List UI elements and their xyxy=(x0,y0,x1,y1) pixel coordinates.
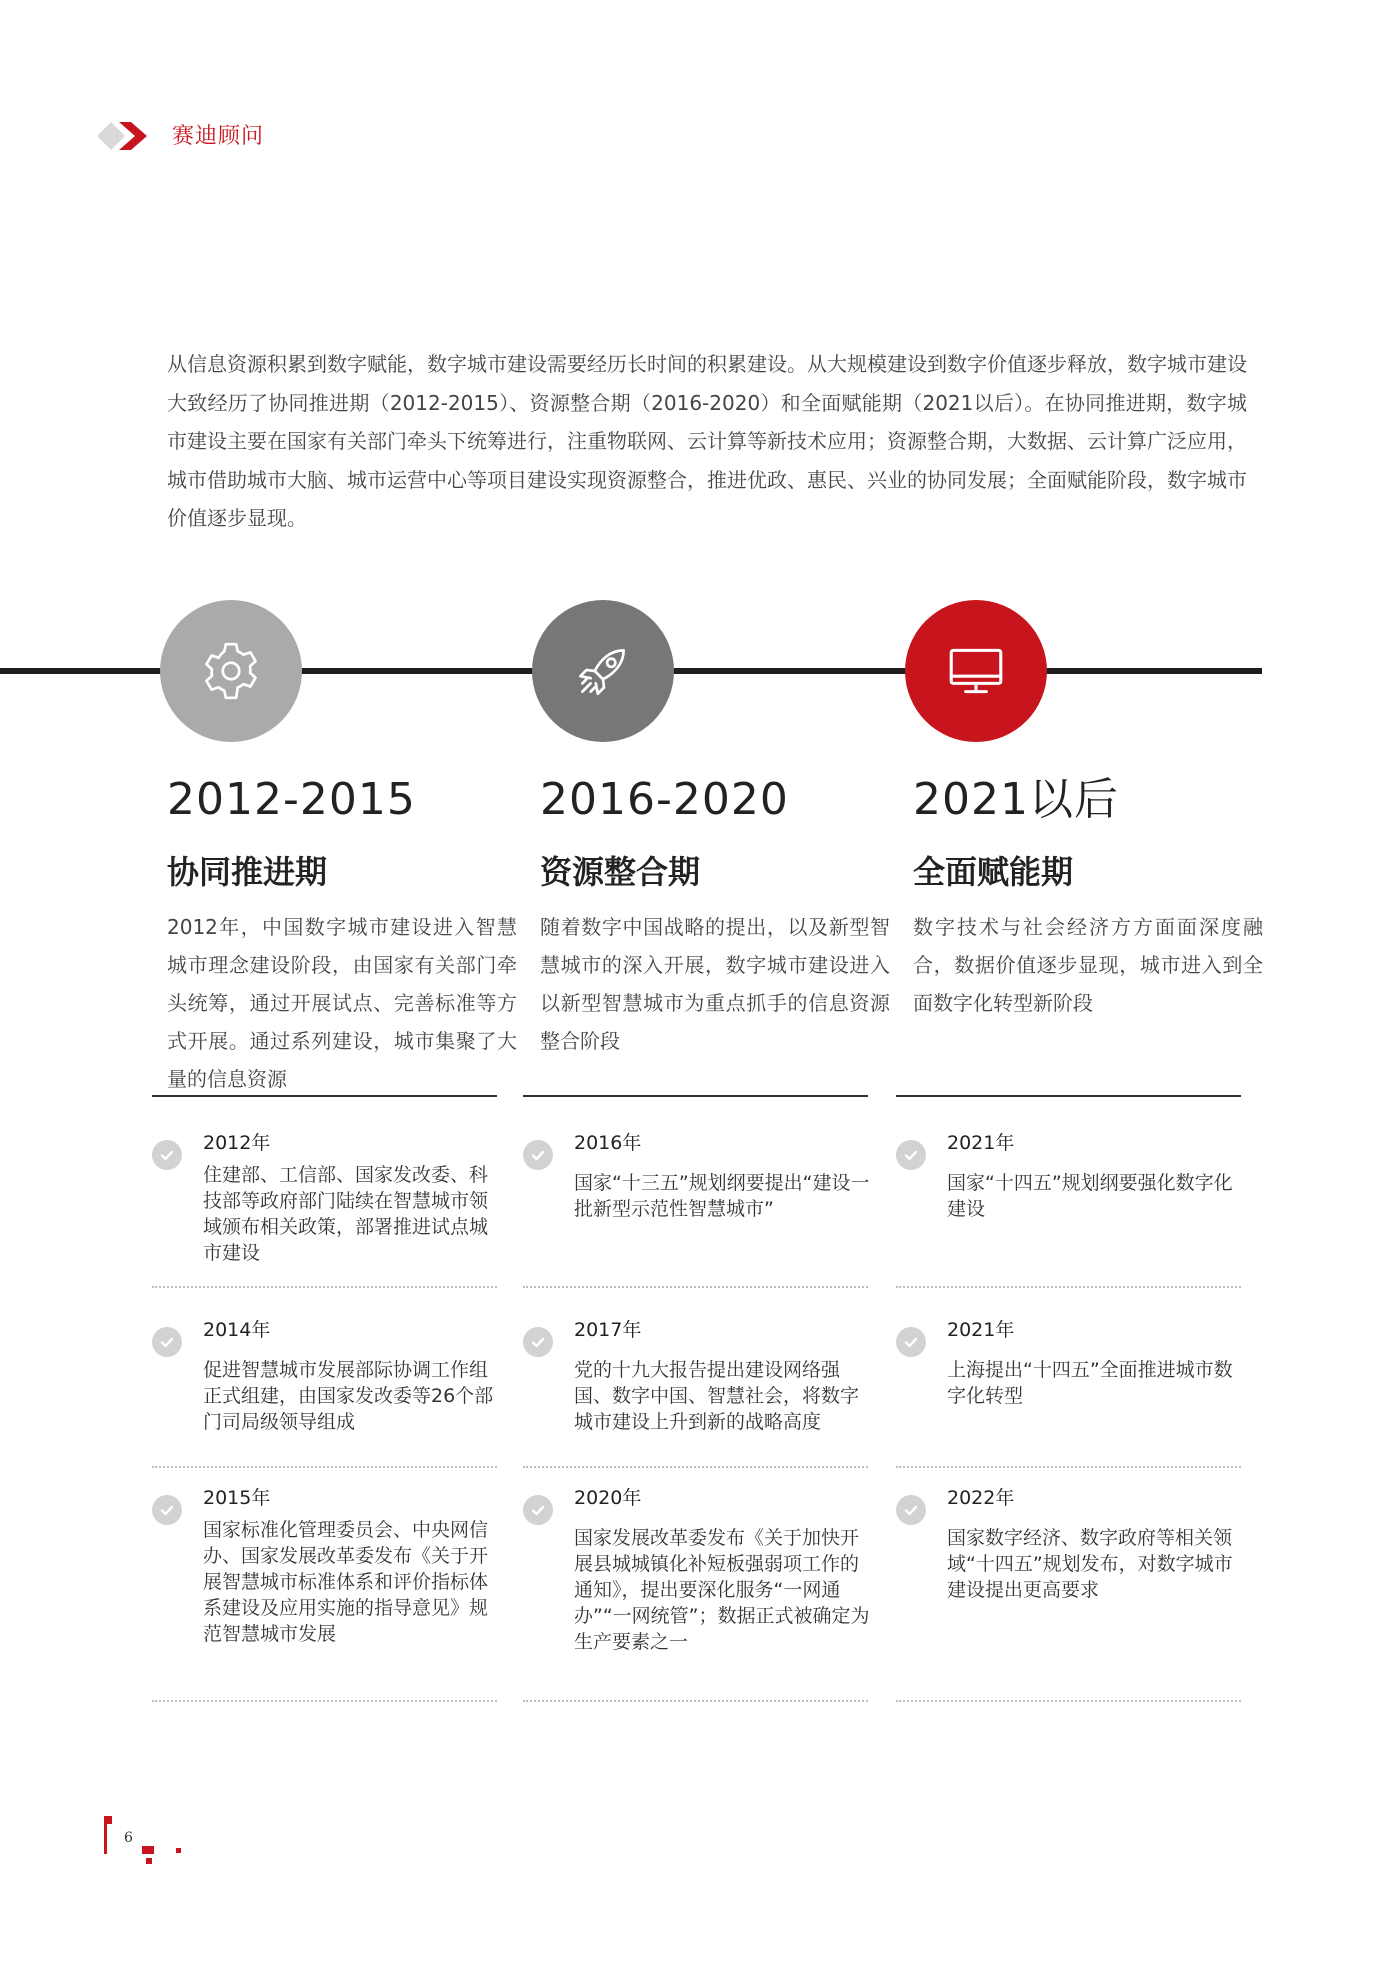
event-year: 2015年 xyxy=(203,1487,271,1509)
monitor-icon xyxy=(943,638,1009,704)
event-year: 2017年 xyxy=(574,1319,642,1341)
check-icon xyxy=(152,1327,182,1357)
check-icon xyxy=(896,1495,926,1525)
event-year: 2016年 xyxy=(574,1132,642,1154)
stage-3-circle xyxy=(905,600,1047,742)
event-divider xyxy=(523,1466,868,1468)
stage-2 xyxy=(540,770,890,1060)
stage-1-separator xyxy=(152,1095,497,1097)
check-icon xyxy=(896,1140,926,1170)
brand-logo-icon xyxy=(95,118,155,154)
check-icon xyxy=(523,1327,553,1357)
event-text: 住建部、工信部、国家发改委、科技部等政府部门陆续在智慧城市领域颁布相关政策，部署推进试点城市建设 xyxy=(203,1164,489,1264)
stage-1-phase: 协同推进期 xyxy=(167,853,328,891)
stage-1-circle xyxy=(160,600,302,742)
event-divider xyxy=(896,1466,1241,1468)
check-icon xyxy=(152,1140,182,1170)
stage-3 xyxy=(913,770,1263,1022)
check-icon xyxy=(896,1327,926,1357)
event-divider xyxy=(523,1700,868,1702)
event-year: 2021年 xyxy=(947,1319,1015,1341)
brand-name: 赛迪顾问 xyxy=(172,124,265,149)
intro-paragraph: 从信息资源积累到数字赋能，数字城市建设需要经历长时间的积累建设。从大规模建设到数字价值逐步释放，数字城市建设大致经历了协同推进期（2012-2015）、资源整合期（2016-2020）和全面赋能期（2021以后）。在协同推进期，数字城市建设主要在国家有关部门牵头下统筹进行，注重物联网、云计算等新技术应用；资源整合期，大数据、云计算广泛应用，城市借助城市大脑、城市运营中心等项目建设实现资源整合，推进优政、惠民、兴业的协同发展；全面赋能阶段，数字城市价值逐步显现。 xyxy=(167,352,1247,530)
page-number: 6 xyxy=(124,1830,133,1846)
rocket-icon xyxy=(570,638,636,704)
stage-1 xyxy=(167,770,517,1098)
stage-2-description: 随着数字中国战略的提出，以及新型智慧城市的深入开展，数字城市建设进入以新型智慧城市为重点抓手的信息资源整合阶段 xyxy=(540,915,890,1053)
check-icon xyxy=(523,1140,553,1170)
check-icon xyxy=(152,1495,182,1525)
stage-3-separator xyxy=(896,1095,1241,1097)
gear-icon xyxy=(198,638,264,704)
event-text: 国家发展改革委发布《关于加快开展县城城镇化补短板强弱项工作的通知》，提出要深化服务“一网通办”“一网统管”；数据正式被确定为生产要素之一 xyxy=(574,1527,870,1653)
event-text: 国家标准化管理委员会、中央网信办、国家发展改革委发布《关于开展智慧城市标准体系和评价指标体系建设及应用实施的指导意见》规范智慧城市发展 xyxy=(203,1519,489,1645)
stage-2-period: 2016-2020 xyxy=(540,774,789,825)
event-divider xyxy=(523,1286,868,1288)
page-decoration-square xyxy=(104,1816,112,1824)
check-icon xyxy=(523,1495,553,1525)
event-text: 促进智慧城市发展部际协调工作组正式组建，由国家发改委等26个部门司局级领导组成 xyxy=(203,1359,494,1433)
stage-2-circle xyxy=(532,600,674,742)
stage-2-phase: 资源整合期 xyxy=(540,853,701,891)
event-year: 2021年 xyxy=(947,1132,1015,1154)
page-decoration-square xyxy=(146,1858,152,1864)
page-decoration-bar xyxy=(104,1824,107,1854)
event-divider xyxy=(152,1466,497,1468)
event-text: 国家“十四五”规划纲要强化数字化建设 xyxy=(947,1172,1233,1220)
event-year: 2022年 xyxy=(947,1487,1015,1509)
event-year: 2012年 xyxy=(203,1132,271,1154)
page-decoration-square xyxy=(176,1848,181,1853)
event-text: 上海提出“十四五”全面推进城市数字化转型 xyxy=(947,1359,1233,1407)
stage-1-period: 2012-2015 xyxy=(167,774,416,825)
stage-3-period: 2021以后 xyxy=(913,774,1119,825)
event-text: 国家数字经济、数字政府等相关领域“十四五”规划发布，对数字城市建设提出更高要求 xyxy=(947,1527,1233,1601)
page-decoration-square xyxy=(142,1846,154,1854)
event-year: 2014年 xyxy=(203,1319,271,1341)
event-divider xyxy=(896,1286,1241,1288)
event-divider xyxy=(896,1700,1241,1702)
event-text: 党的十九大报告提出建设网络强国、数字中国、智慧社会，将数字城市建设上升到新的战略高度 xyxy=(574,1359,860,1433)
stage-3-phase: 全面赋能期 xyxy=(913,853,1074,891)
stage-3-description: 数字技术与社会经济方方面面深度融合，数据价值逐步显现，城市进入到全面数字化转型新阶段 xyxy=(913,915,1263,1015)
event-divider xyxy=(152,1286,497,1288)
event-text: 国家“十三五”规划纲要提出“建设一批新型示范性智慧城市” xyxy=(574,1172,870,1220)
event-divider xyxy=(152,1700,497,1702)
stage-1-description: 2012年，中国数字城市建设进入智慧城市理念建设阶段，由国家有关部门牵头统筹，通过开展试点、完善标准等方式开展。通过系列建设，城市集聚了大量的信息资源 xyxy=(167,915,517,1091)
event-year: 2020年 xyxy=(574,1487,642,1509)
stage-2-separator xyxy=(523,1095,868,1097)
